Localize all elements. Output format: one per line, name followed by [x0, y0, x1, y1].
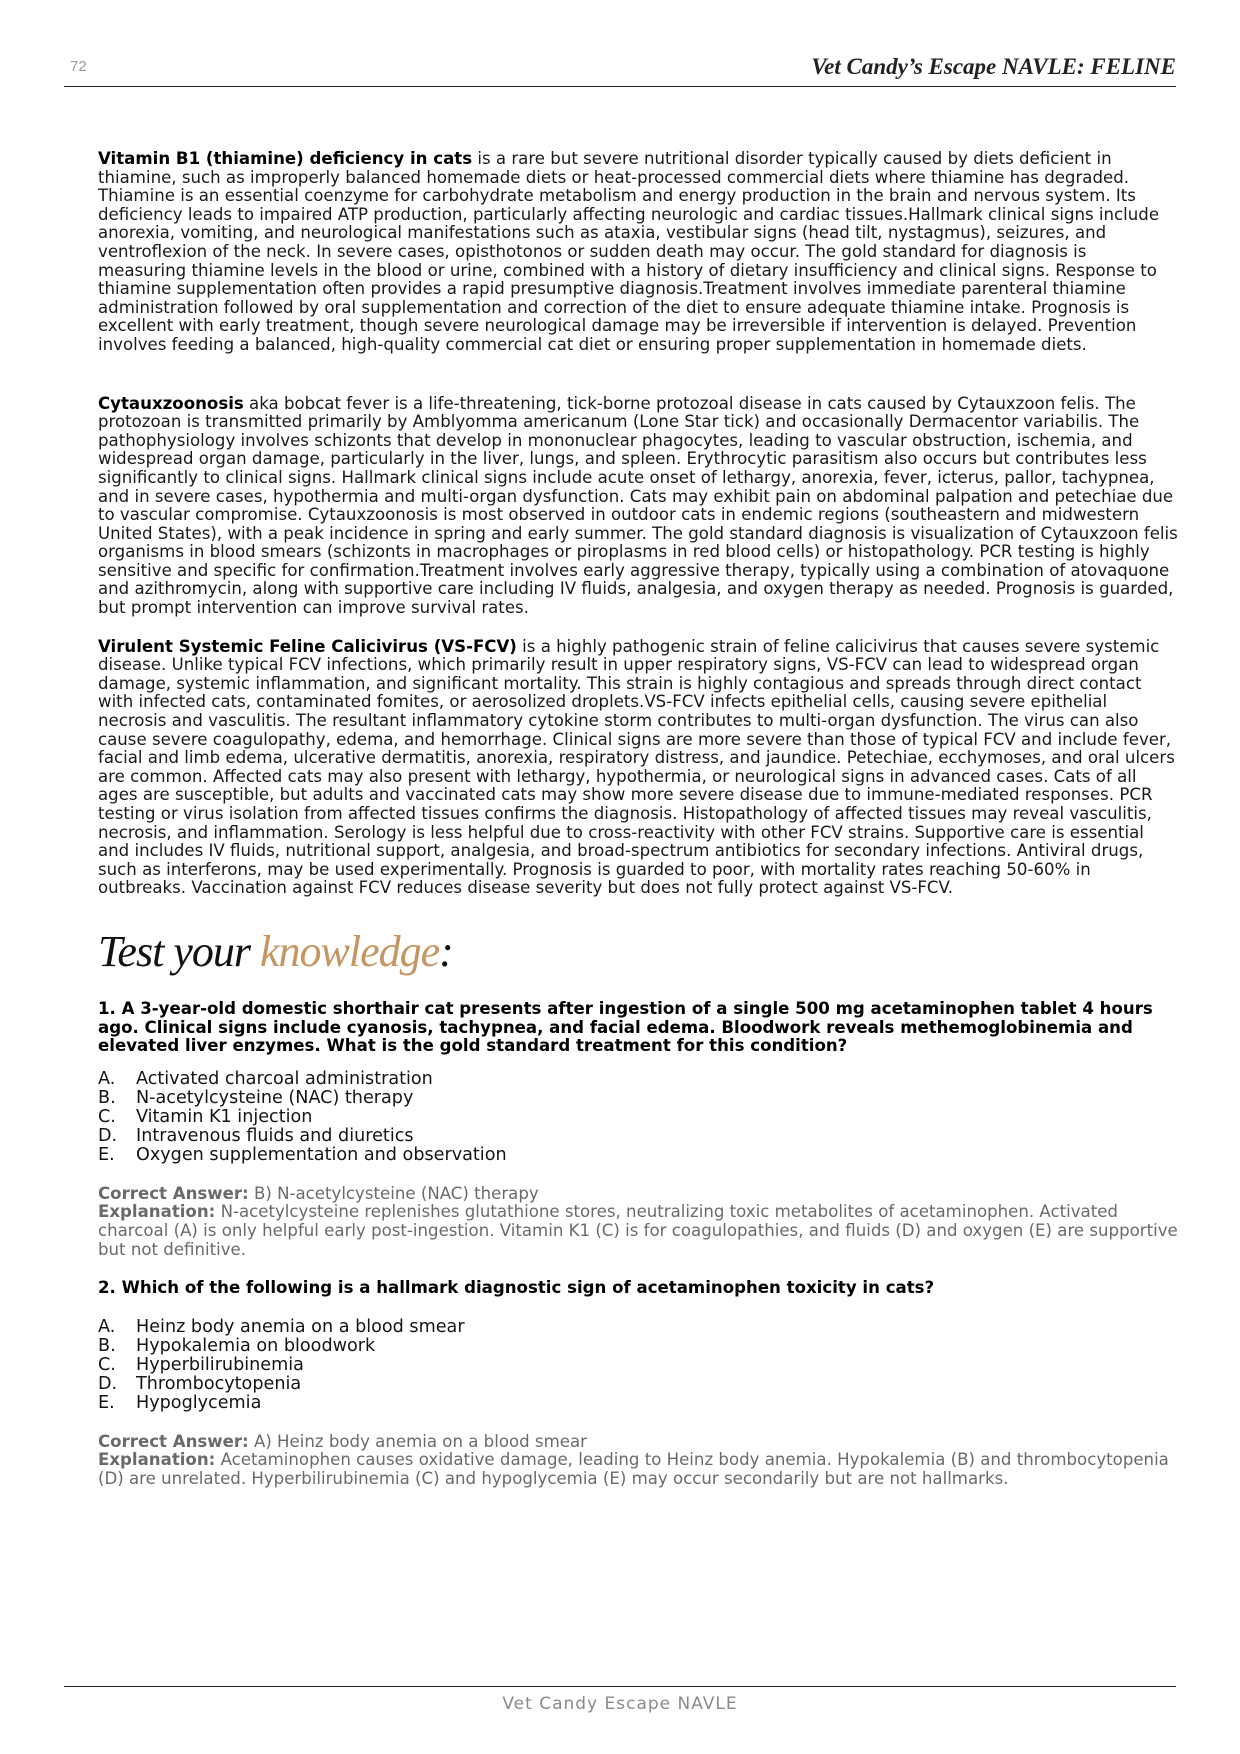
- correct-answer: [98, 1185, 1178, 1204]
- quiz-question-2: [98, 1279, 1178, 1488]
- page-content: [98, 150, 1178, 1489]
- option-e: [98, 1394, 1178, 1413]
- option-text: Hyperbilirubinemia: [136, 1354, 304, 1375]
- option-b: [98, 1089, 1178, 1108]
- paragraph-thiamine-deficiency: [98, 150, 1178, 355]
- heading-colon: :: [439, 926, 453, 976]
- option-letter: D.: [98, 1125, 118, 1146]
- correct-answer: [98, 1433, 1178, 1452]
- option-letter: D.: [98, 1373, 118, 1394]
- question-text: 1. A 3-year-old domestic shorthair cat presents after ingestion of a single 500 mg acetaminophen tablet 4 hours ago. Clinical signs include cyanosis, tachypnea, and facial edema. Bloodwork reveals methemoglobinemia and elevated liver enzymes. What is the gold standard treatment for this condition?: [98, 998, 1153, 1056]
- header-rule: [64, 86, 1176, 87]
- test-your-knowledge-heading: [98, 928, 1178, 976]
- paragraph-vs-fcv: [98, 638, 1178, 898]
- explanation: [98, 1203, 1178, 1259]
- option-d: [98, 1375, 1178, 1394]
- explanation-text: Acetaminophen causes oxidative damage, leading to Heinz body anemia. Hypokalemia (B) and thrombocytopenia (D) are unrelated. Hyperbilirubinemia (C) and hypoglycemia (E) may occur secondarily but are not hallmarks.: [98, 1450, 1169, 1488]
- option-text: Activated charcoal administration: [136, 1068, 433, 1089]
- option-d: [98, 1127, 1178, 1146]
- correct-answer-label: Correct Answer:: [98, 1431, 249, 1451]
- option-text: Oxygen supplementation and observation: [136, 1144, 507, 1165]
- correct-answer-label: Correct Answer:: [98, 1183, 249, 1203]
- footer-rule: [64, 1686, 1176, 1687]
- option-c: [98, 1108, 1178, 1127]
- option-a: [98, 1070, 1178, 1089]
- paragraph-body: aka bobcat fever is a life-threatening, tick-borne protozoal disease in cats caused by Cytauxzoon felis. The protozoan is transmitted primarily by Amblyomma americanum (Lone Star tick) and occasionally Dermacentor variabilis. The pathophysiology involves schizonts that develop in mononuclear phagocytes, leading to vascular obstruction, ischemia, and widespread organ damage, particularly in the liver, lungs, and spleen. Erythrocytic parasitism also occurs but contributes less significantly to clinical signs. Hallmark clinical signs include acute onset of lethargy, anorexia, fever, icterus, pallor, tachypnea, and in severe cases, hypothermia and multi-organ dysfunction. Cats may exhibit pain on abdominal palpation and petechiae due to vascular compromise. Cytauxzoonosis is most observed in outdoor cats in endemic regions (southeastern and midwestern United States), with a peak incidence in spring and early summer. The gold standard diagnosis is visualization of Cytauxzoon felis organisms in blood smears (schizonts in macrophages or piroplasms in red blood cells) or histopathology. PCR testing is highly sensitive and specific for confirmation.Treatment involves early aggressive therapy, typically using a combination of atovaquone and azithromycin, along with supportive care including IV fluids, analgesia, and oxygen therapy as needed. Prognosis is guarded, but prompt intervention can improve survival rates.: [98, 393, 1178, 618]
- page-number: 72: [70, 58, 87, 75]
- option-letter: A.: [98, 1316, 116, 1337]
- footer-text: Vet Candy Escape NAVLE: [502, 1694, 738, 1714]
- option-b: [98, 1337, 1178, 1356]
- answer-options: [98, 1318, 1178, 1413]
- paragraph-body: is a rare but severe nutritional disorder typically caused by diets deficient in thiamine, such as improperly balanced homemade diets or heat-processed commercial diets where thiamine has degraded. Thiamine is an essential coenzyme for carbohydrate metabolism and energy production in the brain and nervous system. Its deficiency leads to impaired ATP production, particularly affecting neurologic and cardiac tissues.Hallmark clinical signs include anorexia, vomiting, and neurological manifestations such as ataxia, vestibular signs (head tilt, nystagmus), seizures, and ventroflexion of the neck. In severe cases, opisthotonos or sudden death may occur. The gold standard for diagnosis is measuring thiamine levels in the blood or urine, combined with a history of dietary insufficiency and clinical signs. Response to thiamine supplementation often provides a rapid presumptive diagnosis.Treatment involves immediate parenteral thiamine administration followed by oral supplementation and correction of the diet to ensure adequate thiamine intake. Prognosis is excellent with early treatment, though severe neurological damage may be irreversible if intervention is delayed. Prevention involves feeding a balanced, high-quality commercial cat diet or ensuring proper supplementation in homemade diets.: [98, 149, 1160, 354]
- option-letter: C.: [98, 1354, 116, 1375]
- heading-main: Test your: [98, 926, 260, 976]
- option-letter: B.: [98, 1087, 116, 1108]
- question-text: 2. Which of the following is a hallmark diagnostic sign of acetaminophen toxicity in cats?: [98, 1278, 935, 1298]
- paragraph-lead: Vitamin B1 (thiamine) deficiency in cats: [98, 149, 473, 168]
- option-text: Vitamin K1 injection: [136, 1106, 313, 1127]
- explanation-label: Explanation:: [98, 1450, 216, 1470]
- paragraph-lead: Cytauxzoonosis: [98, 393, 244, 413]
- option-letter: E.: [98, 1392, 115, 1413]
- explanation-text: N-acetylcysteine replenishes glutathione stores, neutralizing toxic metabolites of acetaminophen. Activated charcoal (A) is only helpful early post-ingestion. Vitamin K1 (C) is for coagulopathies, and fluids (D) and oxygen (E) are supportive but not definitive.: [98, 1202, 1178, 1259]
- answer-options: [98, 1070, 1178, 1165]
- option-text: Thrombocytopenia: [136, 1373, 302, 1394]
- option-e: [98, 1146, 1178, 1165]
- option-a: [98, 1318, 1178, 1337]
- option-text: Heinz body anemia on a blood smear: [136, 1316, 465, 1337]
- option-letter: E.: [98, 1144, 115, 1165]
- paragraph-body: is a highly pathogenic strain of feline calicivirus that causes severe systemic disease. Unlike typical FCV infections, which primarily result in upper respiratory signs, VS-FCV can lead to widespread organ damage, systemic inflammation, and significant mortality. This strain is highly contagious and spreads through direct contact with infected cats, contaminated fomites, or aerosolized droplets.VS-FCV infects epithelial cells, causing severe epithelial necrosis and vasculitis. The resultant inflammatory cytokine storm contributes to multi-organ dysfunction. The virus can also cause severe coagulopathy, edema, and hemorrhage. Clinical signs are more severe than those of typical FCV and include fever, facial and limb edema, ulcerative dermatitis, anorexia, respiratory distress, and jaundice. Petechiae, ecchymoses, and oral ulcers are common. Affected cats may also present with lethargy, hypothermia, or neurological signs in advanced cases. Cats of all ages are susceptible, but adults and vaccinated cats may show more severe disease due to immune-mediated responses. PCR testing or virus isolation from affected tissues confirms the diagnosis. Histopathology of affected tissues may reveal vasculitis, necrosis, and inflammation. Serology is less helpful due to cross-reactivity with other FCV strains. Supportive care is essential and includes IV fluids, nutritional support, analgesia, and broad-spectrum antibiotics for secondary infections. Antiviral drugs, such as interferons, may be used experimentally. Prognosis is guarded to poor, with mortality rates reaching 50-60% in outbreaks. Vaccination against FCV reduces disease severity but does not fully protect against VS-FCV.: [98, 636, 1175, 898]
- paragraph-lead: Virulent Systemic Feline Calicivirus (VS-FCV): [98, 636, 517, 656]
- option-letter: C.: [98, 1106, 116, 1127]
- correct-answer-text: B) N-acetylcysteine (NAC) therapy: [248, 1183, 539, 1203]
- option-text: Hypoglycemia: [136, 1392, 262, 1413]
- explanation-label: Explanation:: [98, 1202, 216, 1222]
- option-text: Intravenous fluids and diuretics: [136, 1125, 414, 1146]
- quiz-question-1: [98, 1000, 1178, 1259]
- heading-accent: knowledge: [259, 926, 440, 976]
- option-text: N-acetylcysteine (NAC) therapy: [136, 1087, 414, 1108]
- correct-answer-text: A) Heinz body anemia on a blood smear: [248, 1431, 587, 1451]
- explanation: [98, 1451, 1178, 1488]
- option-c: [98, 1356, 1178, 1375]
- option-letter: B.: [98, 1335, 116, 1356]
- option-letter: A.: [98, 1068, 116, 1089]
- paragraph-cytauxzoonosis: [98, 395, 1178, 618]
- option-text: Hypokalemia on bloodwork: [136, 1335, 376, 1356]
- running-title: Vet Candy’s Escape NAVLE: FELINE: [811, 54, 1176, 79]
